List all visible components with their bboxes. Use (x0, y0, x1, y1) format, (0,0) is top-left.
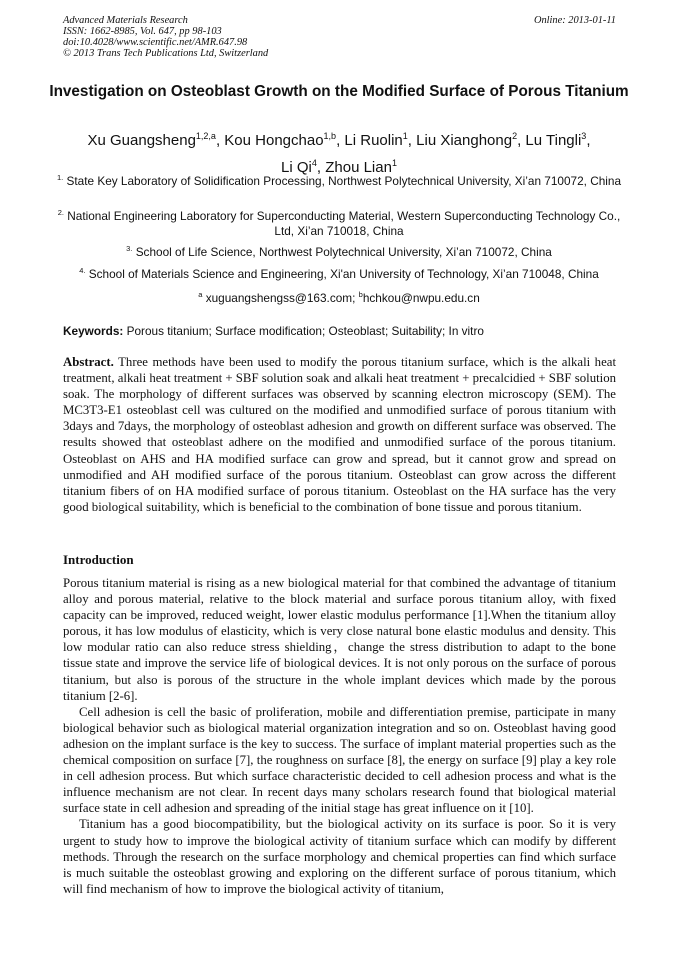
paragraph: Cell adhesion is cell the basic of proliferation, mobile and differentiation premise, participate in many biological behavior such as biological material organization integration and so on. Osteoblast having good adhesion on the implant surface is the key to success. The surface of implant material properties such as the chemical composition on surface [7], the roughness on surface [8], the energy on surface [9] play a key role in cell adhesion process. But which surface characteristic decided to cell adhesion process and what is the influence mechanism are not clear. In recent days many scholars research found that biological material surface state in cell adhesion and spreading of the initial stage has great influence on it [10]. (63, 704, 616, 816)
email-link[interactable]: xuguangshengss@163.com; (205, 291, 356, 305)
keywords-line (63, 324, 616, 339)
author-affil-mark: 1,2,a (195, 131, 216, 141)
author-name: Zhou Lian (325, 159, 392, 176)
email-mark: b (358, 290, 363, 300)
paper-title: Investigation on Osteoblast Growth on the Modified Surface of Porous Titanium (49, 83, 629, 100)
journal-name: Advanced Materials Research (63, 15, 188, 26)
author-affil-mark: 1 (391, 158, 397, 168)
affiliation-text: State Key Laboratory of Solidification Processing, Northwest Polytechnical University, Xi’an 710072, China (66, 174, 622, 188)
email-link[interactable]: hchkou@nwpu.edu.cn (362, 291, 480, 305)
copyright-line: © 2013 Trans Tech Publications Ltd, Switzerland (63, 48, 269, 59)
affiliation-mark: 1. (56, 173, 64, 183)
author-name: Lu Tingli (525, 132, 582, 149)
doi-line: doi:10.4028/www.scientific.net/AMR.647.98 (63, 37, 248, 48)
affiliation-text: National Engineering Laboratory for Superconducting Material, Western Superconducting Technology Co., Ltd, Xi’an 710018, China (67, 209, 621, 238)
keywords-text: Porous titanium; Surface modification; Osteoblast; Suitability; In vitro (126, 324, 484, 338)
author-name: Xu Guangsheng (87, 132, 196, 149)
affiliation-mark: 3. (126, 244, 133, 254)
affiliation-2 (55, 209, 623, 239)
author-name: Kou Hongchao (224, 132, 324, 149)
abstract-label: Abstract. (63, 355, 114, 369)
email-mark: a (198, 290, 203, 300)
author-affil-mark: 3 (581, 131, 587, 141)
introduction-body (63, 575, 616, 897)
author-affil-mark: 4 (311, 158, 317, 168)
author-list: Xu Guangsheng$^{1,2,a}$, Kou Hongchao$^{1,b}$, Li Ruolin$^1$, Liu Xianghong$^2$, Lu Tingli$^3$, Li Qi$^4$, Zhou Lian$^1$ (87, 131, 591, 176)
journal-header (63, 15, 616, 59)
author-affil-mark: 1 (402, 131, 408, 141)
author-affil-mark: 1,b (323, 131, 337, 141)
contact-emails (55, 291, 623, 306)
paragraph: Porous titanium material is rising as a new biological material for that combined the advantage of titanium alloy and porous material, relative to the block material and surface porous titanium alloy, with fixed capacity can be improved, reduced weight, lower elastic modulus performance [1].When the titanium alloy porous, it has low modulus of elasticity, which is very close natural bone elastic modulus and density. This low modular ratio can also reduce stress shielding，change the stress distribution to adapt to the bone tissue state and improve the service life of biological devices. It is not only porous on the surface of porous titanium, but also is porous of the structure in the whole implant devices which made by the porous titanium [2-6]. (63, 576, 616, 703)
abstract-section (63, 354, 616, 515)
author-name: Liu Xianghong (416, 132, 513, 149)
online-date: Online: 2013-01-11 (533, 15, 616, 26)
author-name: Li Ruolin (344, 132, 403, 149)
affiliation-1 (55, 174, 623, 189)
author-name: Li Qi (281, 159, 312, 176)
keywords-label: Keywords: (63, 324, 124, 338)
affiliation-mark: 4. (79, 266, 86, 276)
section-heading: Introduction (63, 552, 134, 567)
affiliation-3 (55, 245, 623, 260)
affiliation-4 (55, 267, 623, 282)
affiliation-mark: 2. (57, 208, 64, 218)
issn-line: ISSN: 1662-8985, Vol. 647, pp 98-103 (63, 26, 222, 37)
abstract-text: Three methods have been used to modify the porous titanium surface, which is the alkali heat treatment, alkali heat treatment + SBF solution soak and alkali heat treatment + precalcidied + SBF solution soak. The morphology of different surfaces was observed by scanning electron microscopy (SEM). The MC3T3-E1 osteoblast cell was cultured on the modified and unmodified surface of porous titanium with 3days and 7days, the morphology of osteoblast adhesion and growth on different surface was observed. The results showed that osteoblast adhere on the modified and unmodified surface of the porous titanium. Osteoblast on AHS and HA modified surface can grow and spread, but it cannot grow and spread on unmodified and AH modified surface of the porous titanium. Osteoblast can grow across the different titanium fibers of on HA modified surface of porous titanium. Osteoblast on the HA surface has the very good biological suitability, which is beneficial to the combination of bone tissue and porous titanium. (63, 355, 617, 514)
author-affil-mark: 2 (512, 131, 518, 141)
affiliation-text: School of Life Science, Northwest Polytechnical University, Xi’an 710072, China (135, 245, 552, 259)
paragraph: Titanium has a good biocompatibility, but the biological activity on its surface is poor. So it is very urgent to study how to improve the biological activity of titanium surface which can modify by different methods. Through the research on the surface morphology and chemical properties can find which surface is much suitable the osteoblast growing and exploring on the different surface of porous titanium, which will find mechanism of how to improve the biological activity of titanium, (63, 817, 616, 896)
affiliation-text: School of Materials Science and Engineering, Xi'an University of Technology, Xi’an 710048, China (88, 267, 599, 281)
